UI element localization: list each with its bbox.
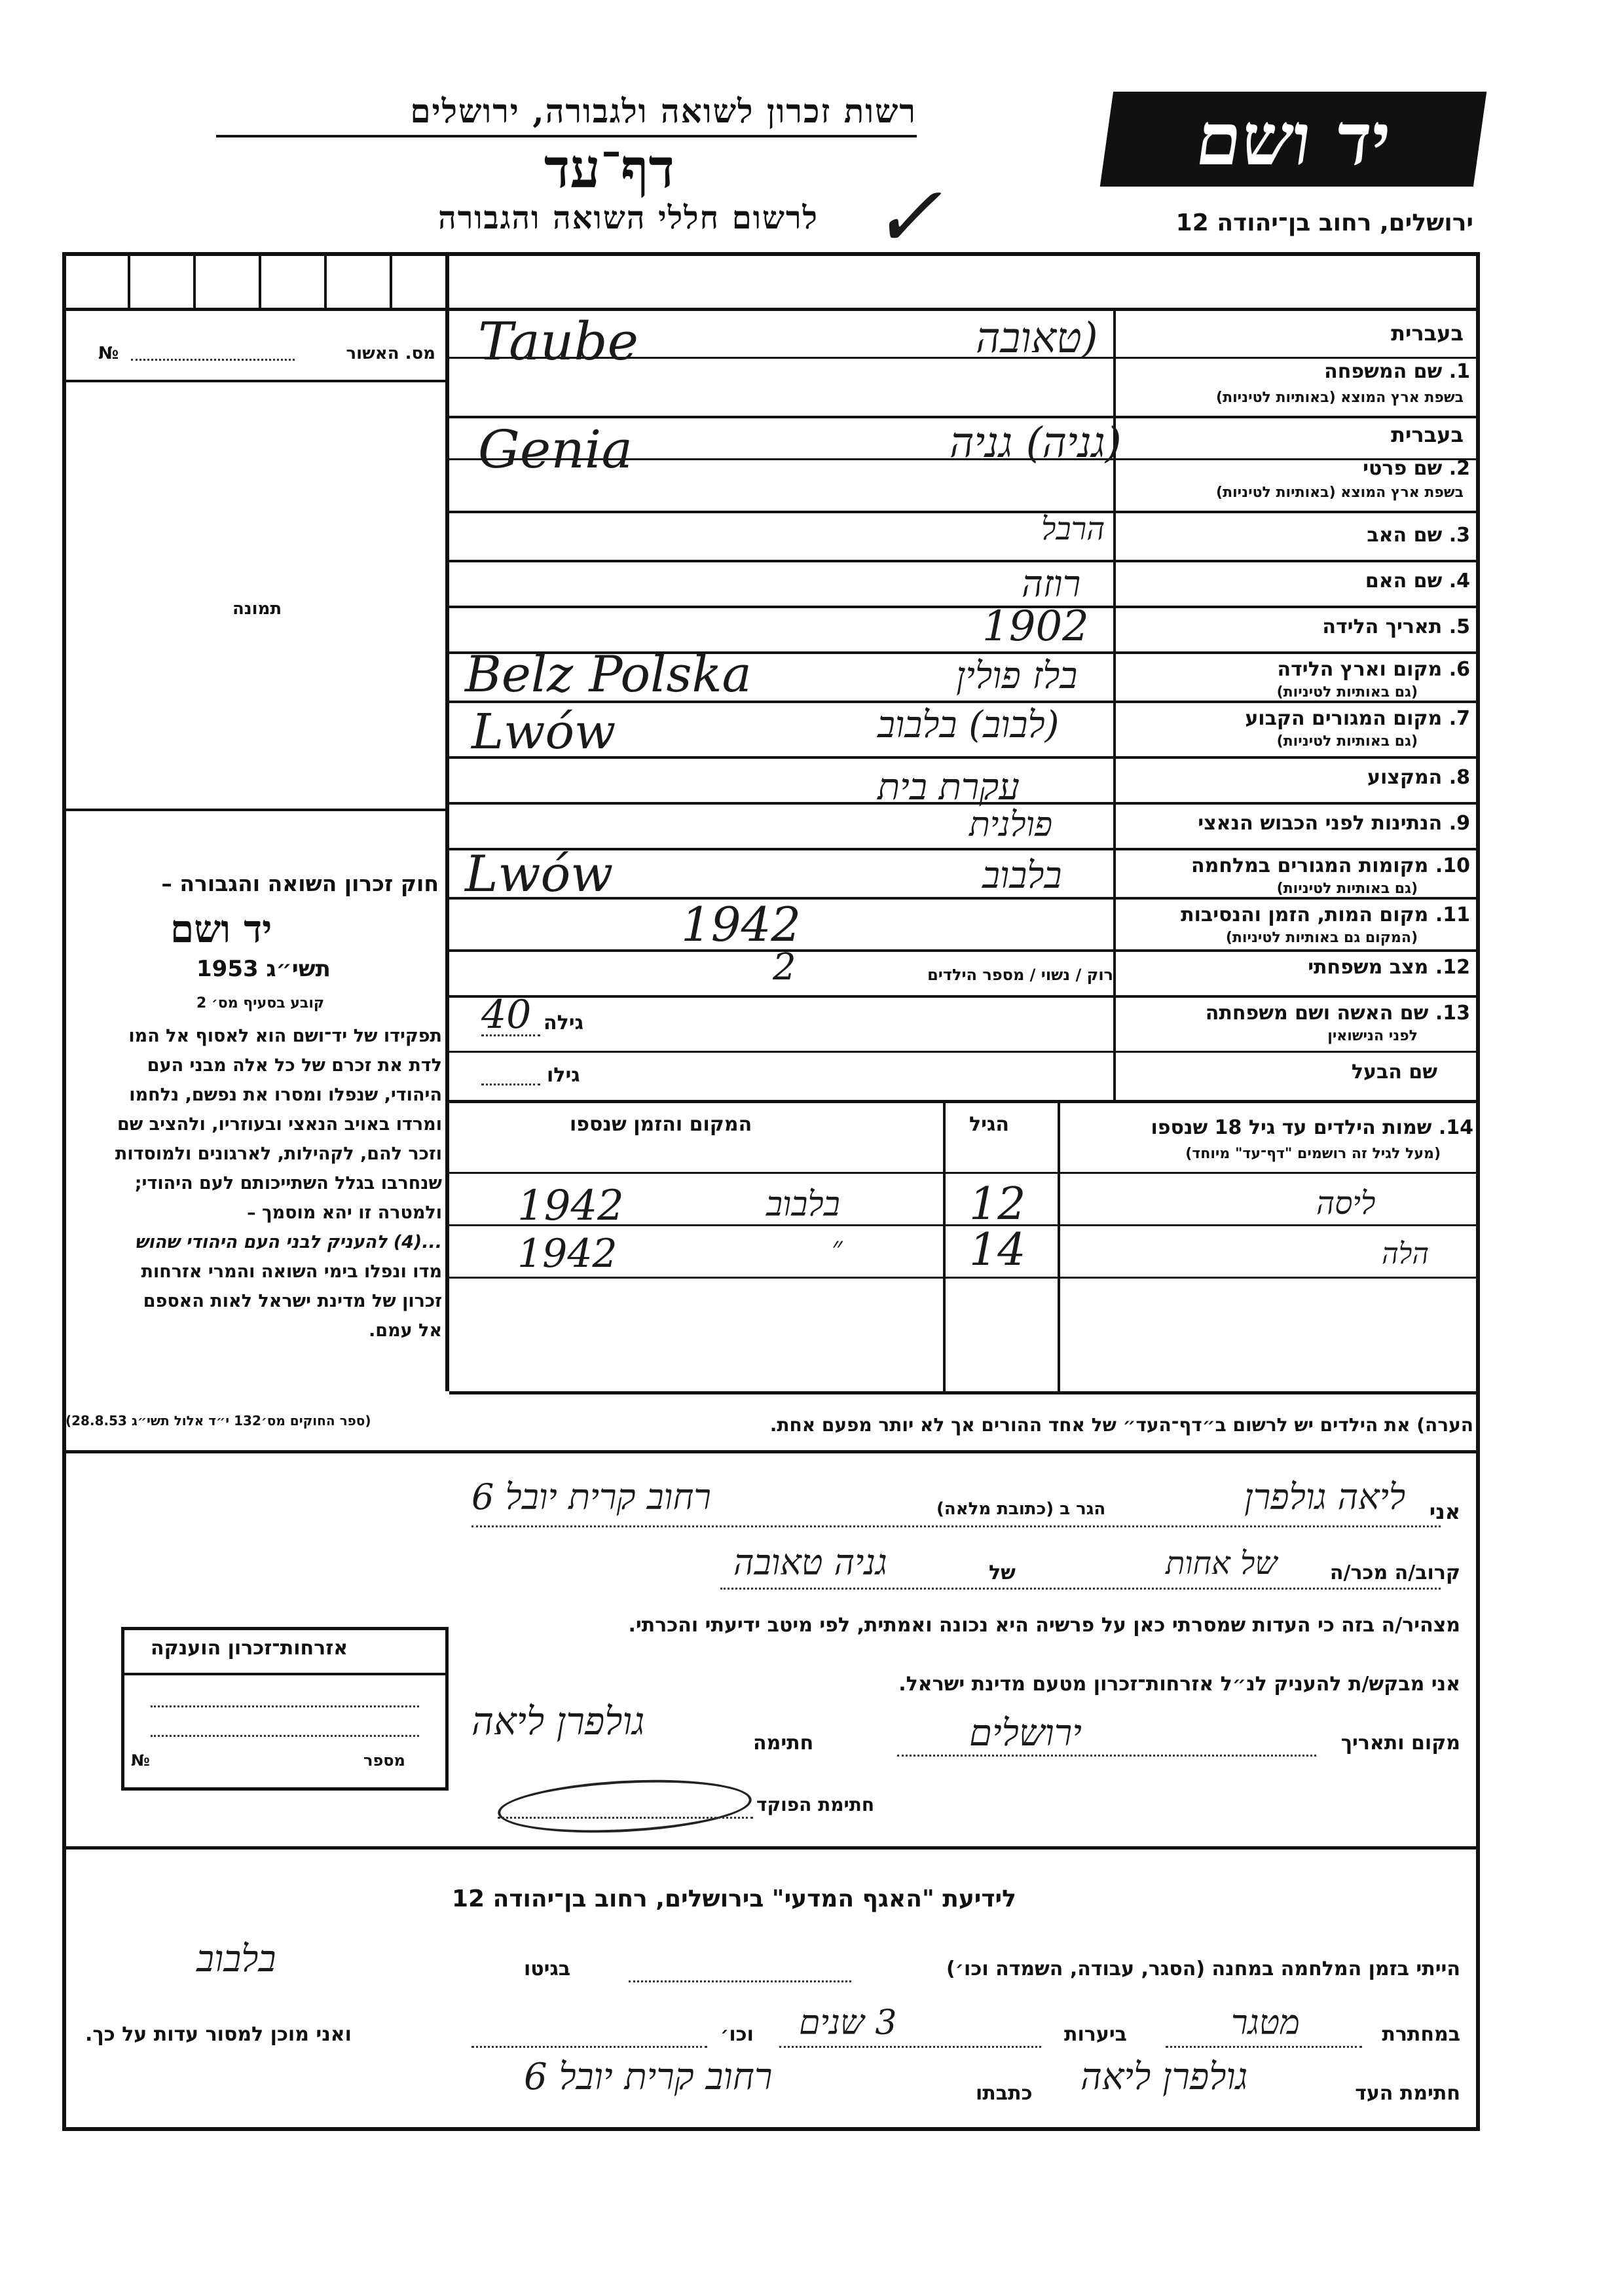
field-7-label: 7. מקום המגורים הקבוע — [1245, 707, 1470, 730]
form-subtitle: לרשום חללי השואה והגבורה — [438, 200, 819, 236]
field-12-children-count[interactable]: 2 — [773, 946, 796, 989]
child-2-age[interactable]: 14 — [969, 1224, 1026, 1276]
field-2-heb-tag: בעברית — [1391, 422, 1464, 447]
approval-no-mark: № — [98, 344, 119, 363]
signature-value[interactable]: גולפרן ליאה — [471, 1699, 645, 1743]
header-address: ירושלים, רחוב בן־יהודה 12 — [1175, 210, 1473, 236]
children-subtitle: (מעל לגיל זה רושמים "דף־עד" מיוחד) — [1185, 1146, 1441, 1162]
logo-text: יד ושם — [1190, 97, 1396, 181]
declaration-request: אני מבקש/ת להעניק לנ״ל אזרחות־זכרון מטעם מדינת ישראל. — [898, 1673, 1460, 1696]
law-reference: (ספר החוקים מס׳132 י״ד אלול תשי״ג 28.8.53) — [65, 1413, 371, 1429]
husband-age-field[interactable] — [481, 1084, 540, 1085]
field-8-label: 8. המקצוע — [1367, 766, 1470, 789]
approval-number-label: מס. האשור — [346, 344, 435, 363]
field-11-label: 11. מקום המות, הזמן והנסיבות — [1181, 903, 1470, 926]
field-9-value[interactable]: פולנית — [969, 805, 1053, 845]
witness-signature-value[interactable]: גולפרן ליאה — [1080, 2056, 1248, 2098]
declaration-name[interactable]: ליאה גולפרן — [1244, 1476, 1406, 1518]
field-7-latin-value[interactable]: Lwów — [471, 704, 616, 760]
science-title: לידיעת "האגף המדעי" בירושלים, רחוב בן־יהודה 12 — [452, 1886, 1016, 1912]
ghetto-value[interactable]: בלבוב — [196, 1938, 276, 1980]
field-2-hebrew-value[interactable]: (גניה) גניה — [950, 419, 1122, 467]
relation-value[interactable]: של אחות — [1166, 1545, 1278, 1582]
declaration-statement: מצהיר/ה בזה כי העדות שמסרתי כאן על פרשיה היא נכונה ואמתית, לפי מיטב ידיעתי והכרתי. — [628, 1614, 1460, 1637]
field-6-hebrew-value[interactable]: בלז פולין — [956, 655, 1078, 697]
field-13-sub: לפני הנישואין — [1327, 1028, 1418, 1044]
hiding-value[interactable]: מטגר — [1231, 2003, 1300, 2043]
field-4-label: 4. שם האם — [1365, 570, 1470, 592]
field-6-label: 6. מקום וארץ הלידה — [1277, 658, 1470, 681]
field-5-value[interactable]: 1902 — [982, 602, 1089, 651]
declaration-address-label: הגר ב (כתובת מלאה) — [936, 1499, 1106, 1519]
field-13-age-label: גילה — [544, 1011, 583, 1034]
of-value[interactable]: גניה טאובה — [733, 1542, 887, 1583]
law-year: תשי״ג 1953 — [196, 956, 331, 982]
field-6-sub: (גם באותיות לטיניות) — [1276, 684, 1418, 701]
official-signature-label: חתימת הפוקד — [756, 1794, 875, 1815]
hiding-label: במחתרת — [1382, 2023, 1460, 2046]
children-place-header: המקום והזמן שנספו — [570, 1113, 752, 1136]
field-1-sub: בשפת ארץ המוצא (באותיות לטיניות) — [1216, 390, 1464, 406]
child-2-name[interactable]: הלה — [1382, 1237, 1430, 1271]
declaration-i-label: אני — [1429, 1499, 1460, 1524]
field-2-latin-value[interactable]: Genia — [478, 419, 633, 480]
witness-address-label: כתבתו — [976, 2082, 1033, 2105]
camp-label: הייתי בזמן המלחמה במחנה (הסגר, עבודה, השמדה וכו׳) — [946, 1958, 1460, 1980]
field-2-label: 2. שם פרטי — [1363, 457, 1470, 480]
witness-signature-label: חתימת העד — [1355, 2082, 1460, 2105]
form-title: דף־עד — [544, 137, 674, 200]
child-2-year[interactable]: 1942 — [517, 1231, 618, 1277]
citizenship-no-mark: № — [131, 1751, 150, 1770]
declaration-address[interactable]: רחוב קרית יובל 6 — [471, 1476, 711, 1518]
law-name: יד ושם — [170, 907, 272, 951]
field-6-latin-value[interactable]: Belz Polska — [465, 645, 752, 703]
etc-label: וכו׳ — [720, 2023, 754, 2046]
child-1-place[interactable]: בלבוב — [766, 1185, 840, 1224]
photo-label: תמונה — [232, 599, 282, 619]
field-8-value[interactable]: עקרת בית — [877, 766, 1020, 809]
children-age-header: הגיל — [969, 1113, 1009, 1136]
husband-label: שם הבעל — [1351, 1061, 1437, 1084]
field-1-hebrew-value[interactable]: (טאובה — [976, 314, 1098, 363]
photo-area[interactable] — [65, 383, 442, 809]
field-2-sub: בשפת ארץ המוצא (באותיות לטיניות) — [1216, 484, 1464, 501]
citizenship-title: אזרחות־זכרון הוענקה — [151, 1637, 348, 1660]
relative-label: קרוב/ה מכר/ה — [1329, 1561, 1460, 1584]
field-10-sub: (גם באותיות לטיניות) — [1276, 881, 1418, 897]
field-9-label: 9. הנתינות לפני הכבוש הנאצי — [1198, 812, 1470, 835]
signature-label: חתימה — [753, 1732, 814, 1755]
field-1-label: 1. שם המשפחה — [1324, 360, 1470, 383]
field-5-label: 5. תאריך הלידה — [1322, 615, 1470, 638]
yad-vashem-logo — [1100, 92, 1486, 187]
forests-value[interactable]: 3 שנים — [799, 2003, 897, 2043]
field-4-value[interactable]: רוזה — [1022, 563, 1081, 606]
field-1-latin-value[interactable]: Taube — [478, 311, 638, 372]
law-title: חוק זכרון השואה והגבורה – — [161, 871, 439, 896]
authority-name: רשות זכרון לשואה ולגבורה, ירושלים — [410, 92, 917, 130]
witness-address-value[interactable]: רחוב קרית יובל 6 — [524, 2056, 773, 2098]
field-3-label: 3. שם האב — [1367, 524, 1470, 547]
law-text: תפקידו של יד־ושם הוא לאסוף אל המו לדת את זכרם של כל אלה מבני העם היהודי, שנפלו ומסרו את נפשם, נלחמו ומרדו באויב הנאצי ובעוזריו, ולהציב שם וזכר להם, לקהילות, לארגונים ולמוסדות שנחרבו בגלל השתייכותם לעם היהודי; ולמטרה זו יהא מוסמך – ...(4) להעניק לבני העם היהודי שהוש מדו ונפלו בימי השואה והמרי אזרחות זכרון של מדינת ישראל לאות האספם אל עמם. — [115, 1026, 442, 1341]
camp-field[interactable] — [629, 1980, 851, 1982]
child-1-year[interactable]: 1942 — [517, 1182, 624, 1230]
field-12-options: רוק / נשוי / מספר הילדים — [927, 966, 1113, 984]
field-11-value[interactable]: 1942 — [681, 897, 802, 952]
field-10-hebrew-value[interactable]: בלבוב — [982, 854, 1062, 897]
field-13-label: 13. שם האשה ושם משפחתה — [1205, 1002, 1470, 1025]
field-7-hebrew-value[interactable]: (לבוב) בלבוב — [877, 704, 1060, 746]
law-clause: קובע בסעיף מס׳ 2 — [196, 995, 325, 1011]
field-3-value[interactable]: הרבל — [1041, 511, 1105, 547]
ghetto-label: בגיטו — [524, 1958, 571, 1980]
field-11-sub: (המקום גם באותיות לטיניות) — [1225, 930, 1418, 946]
field-10-label: 10. מקומות המגורים במלחמה — [1191, 854, 1470, 877]
field-13-age-value[interactable]: 40 — [481, 992, 532, 1038]
citizenship-no-label: מספר — [363, 1751, 405, 1770]
of-label: של — [989, 1561, 1016, 1584]
husband-age-label: גילו — [547, 1064, 580, 1087]
field-1-heb-tag: בעברית — [1391, 321, 1464, 346]
ready-text: ואני מוכן למסור עדות על כך. — [85, 2023, 352, 2046]
child-1-name[interactable]: ליסה — [1316, 1185, 1376, 1222]
place-date-label: מקום ותאריך — [1340, 1732, 1460, 1755]
child-2-place[interactable]: ״ — [832, 1231, 843, 1264]
top-code-boxes — [62, 252, 445, 308]
approval-number-field[interactable] — [131, 359, 295, 361]
forests-label: ביערות — [1064, 2023, 1127, 2046]
field-10-latin-value[interactable]: Lwów — [465, 845, 614, 903]
child-1-age[interactable]: 12 — [969, 1178, 1026, 1230]
place-date-value[interactable]: ירושלים — [969, 1712, 1082, 1755]
field-12-label: 12. מצב משפחתי — [1308, 956, 1470, 979]
field-7-sub: (גם באותיות לטיניות) — [1276, 733, 1418, 750]
children-note: הערה) את הילדים יש לרשום ב״דף־העד״ של אחד ההורים אך לא יותר מפעם אחת. — [769, 1414, 1473, 1436]
check-mark: ✓ — [871, 167, 942, 266]
children-title: 14. שמות הילדים עד גיל 18 שנספו — [1151, 1116, 1473, 1139]
